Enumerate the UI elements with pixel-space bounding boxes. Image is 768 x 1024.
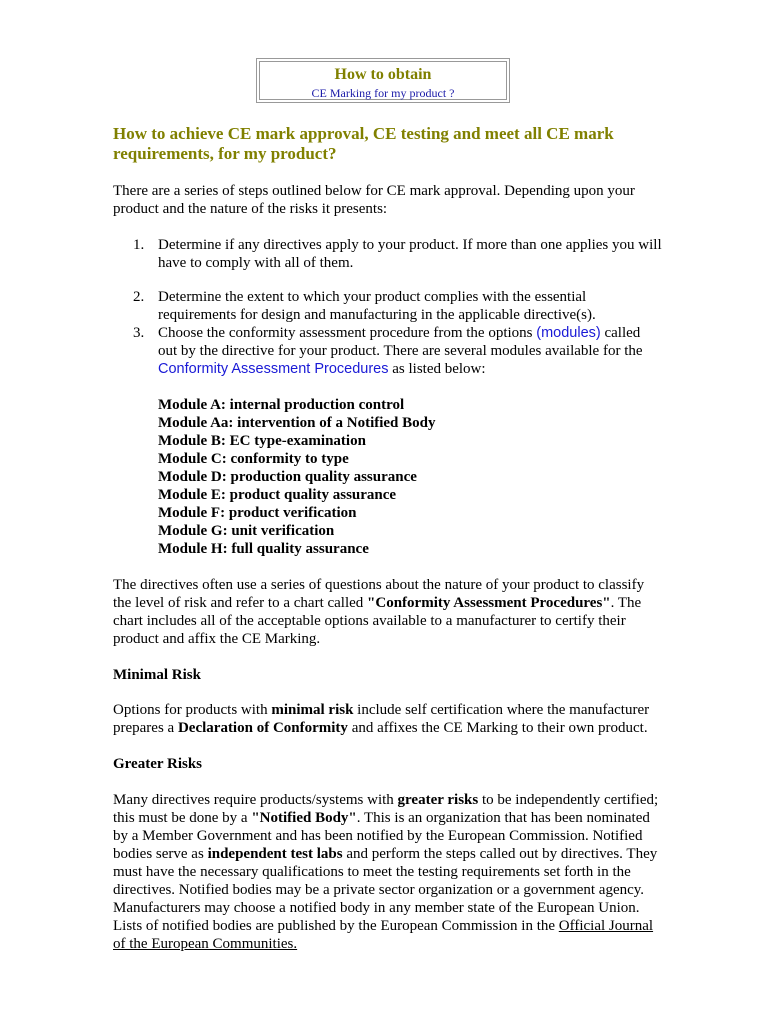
official-journal-link[interactable]: Official Journal of the European Communities. — [113, 918, 654, 952]
step-text: Choose the conformity assessment procedure from the options — [158, 325, 537, 341]
step-text: Determine if any directives apply to your product. If more than one applies you will have to comply with all of them. — [158, 237, 662, 271]
module-item: Module B: EC type-examination — [158, 433, 366, 449]
title-box — [256, 58, 510, 103]
text-run: . This is an organization that has been nominated by a Member Government and has been notified by the European Commission. Notified bodies serve as — [113, 810, 650, 862]
text-run-bold: greater risks — [397, 792, 479, 808]
module-item: Module Aa: intervention of a Notified Body — [158, 415, 436, 431]
module-item: Module E: product quality assurance — [158, 487, 397, 503]
steps-list — [113, 236, 663, 558]
modules-list — [158, 396, 663, 558]
text-run: Many directives require products/systems with — [113, 792, 398, 808]
text-run-bold: "Notified Body" — [251, 810, 357, 826]
module-item: Module H: full quality assurance — [158, 541, 369, 557]
conformity-assessment-procedures-link[interactable]: Conformity Assessment Procedures — [158, 361, 389, 377]
text-run-bold: minimal risk — [271, 702, 354, 718]
step-item-2 — [113, 288, 663, 324]
page-heading: How to achieve CE mark approval, CE testing and meet all CE mark requirements, for my product? — [113, 124, 614, 163]
step-number: 1. — [133, 237, 145, 253]
module-item: Module G: unit verification — [158, 523, 335, 539]
step-text: as listed below: — [388, 361, 486, 377]
text-run-bold: "Conformity Assessment Procedures" — [367, 595, 611, 611]
step-text: called out by the directive for your product. There are several modules available for the — [158, 325, 643, 359]
main-content — [113, 124, 663, 953]
text-run: and perform the steps called out by directives. They must have the necessary qualifications to meet the testing requirements set forth in the directives. Notified bodies may be a private sector organization or a government agency. Manufacturers may choose a notified body in any member state of the European Union. Lists of notified bodies are published by the European Commission in the — [113, 846, 658, 934]
module-item: Module C: conformity to type — [158, 451, 349, 467]
text-run: to be independently certified; this must be done by a — [113, 792, 659, 826]
greater-risks-paragraph — [113, 791, 663, 953]
step-item-3 — [113, 324, 663, 558]
title-main: How to obtain — [334, 66, 432, 83]
text-run-bold: Declaration of Conformity — [177, 720, 348, 736]
text-run: Options for products with — [113, 702, 272, 718]
step-number: 2. — [133, 289, 145, 305]
module-item: Module F: product verification — [158, 505, 357, 521]
step-number: 3. — [133, 325, 145, 341]
module-item: Module D: production quality assurance — [158, 469, 417, 485]
title-subtitle: CE Marking for my product ? — [311, 86, 455, 100]
minimal-risk-heading: Minimal Risk — [113, 667, 201, 683]
module-item: Module A: internal production control — [158, 397, 405, 413]
intro-paragraph: There are a series of steps outlined below for CE mark approval. Depending upon your product and the nature of the risks it presents: — [113, 183, 635, 217]
step-text: Determine the extent to which your product complies with the essential requirements for design and manufacturing in the applicable directive(s). — [158, 289, 596, 323]
title-box-inner — [259, 61, 507, 100]
text-run: include self certification where the manufacturer prepares a — [113, 702, 650, 736]
modules-link[interactable]: (modules) — [536, 325, 601, 341]
minimal-risk-paragraph — [113, 701, 663, 737]
greater-risks-heading: Greater Risks — [113, 756, 203, 772]
text-run: The directives often use a series of questions about the nature of your product to classify the level of risk and refer to a chart called — [113, 577, 645, 611]
directives-paragraph — [113, 576, 663, 648]
text-run: and affixes the CE Marking to their own product. — [347, 720, 648, 736]
step-item-1 — [113, 236, 663, 272]
text-run-bold: independent test labs — [207, 846, 343, 862]
text-run: . The chart includes all of the acceptable options available to a manufacturer to certify their product and affix the CE Marking. — [113, 595, 642, 647]
